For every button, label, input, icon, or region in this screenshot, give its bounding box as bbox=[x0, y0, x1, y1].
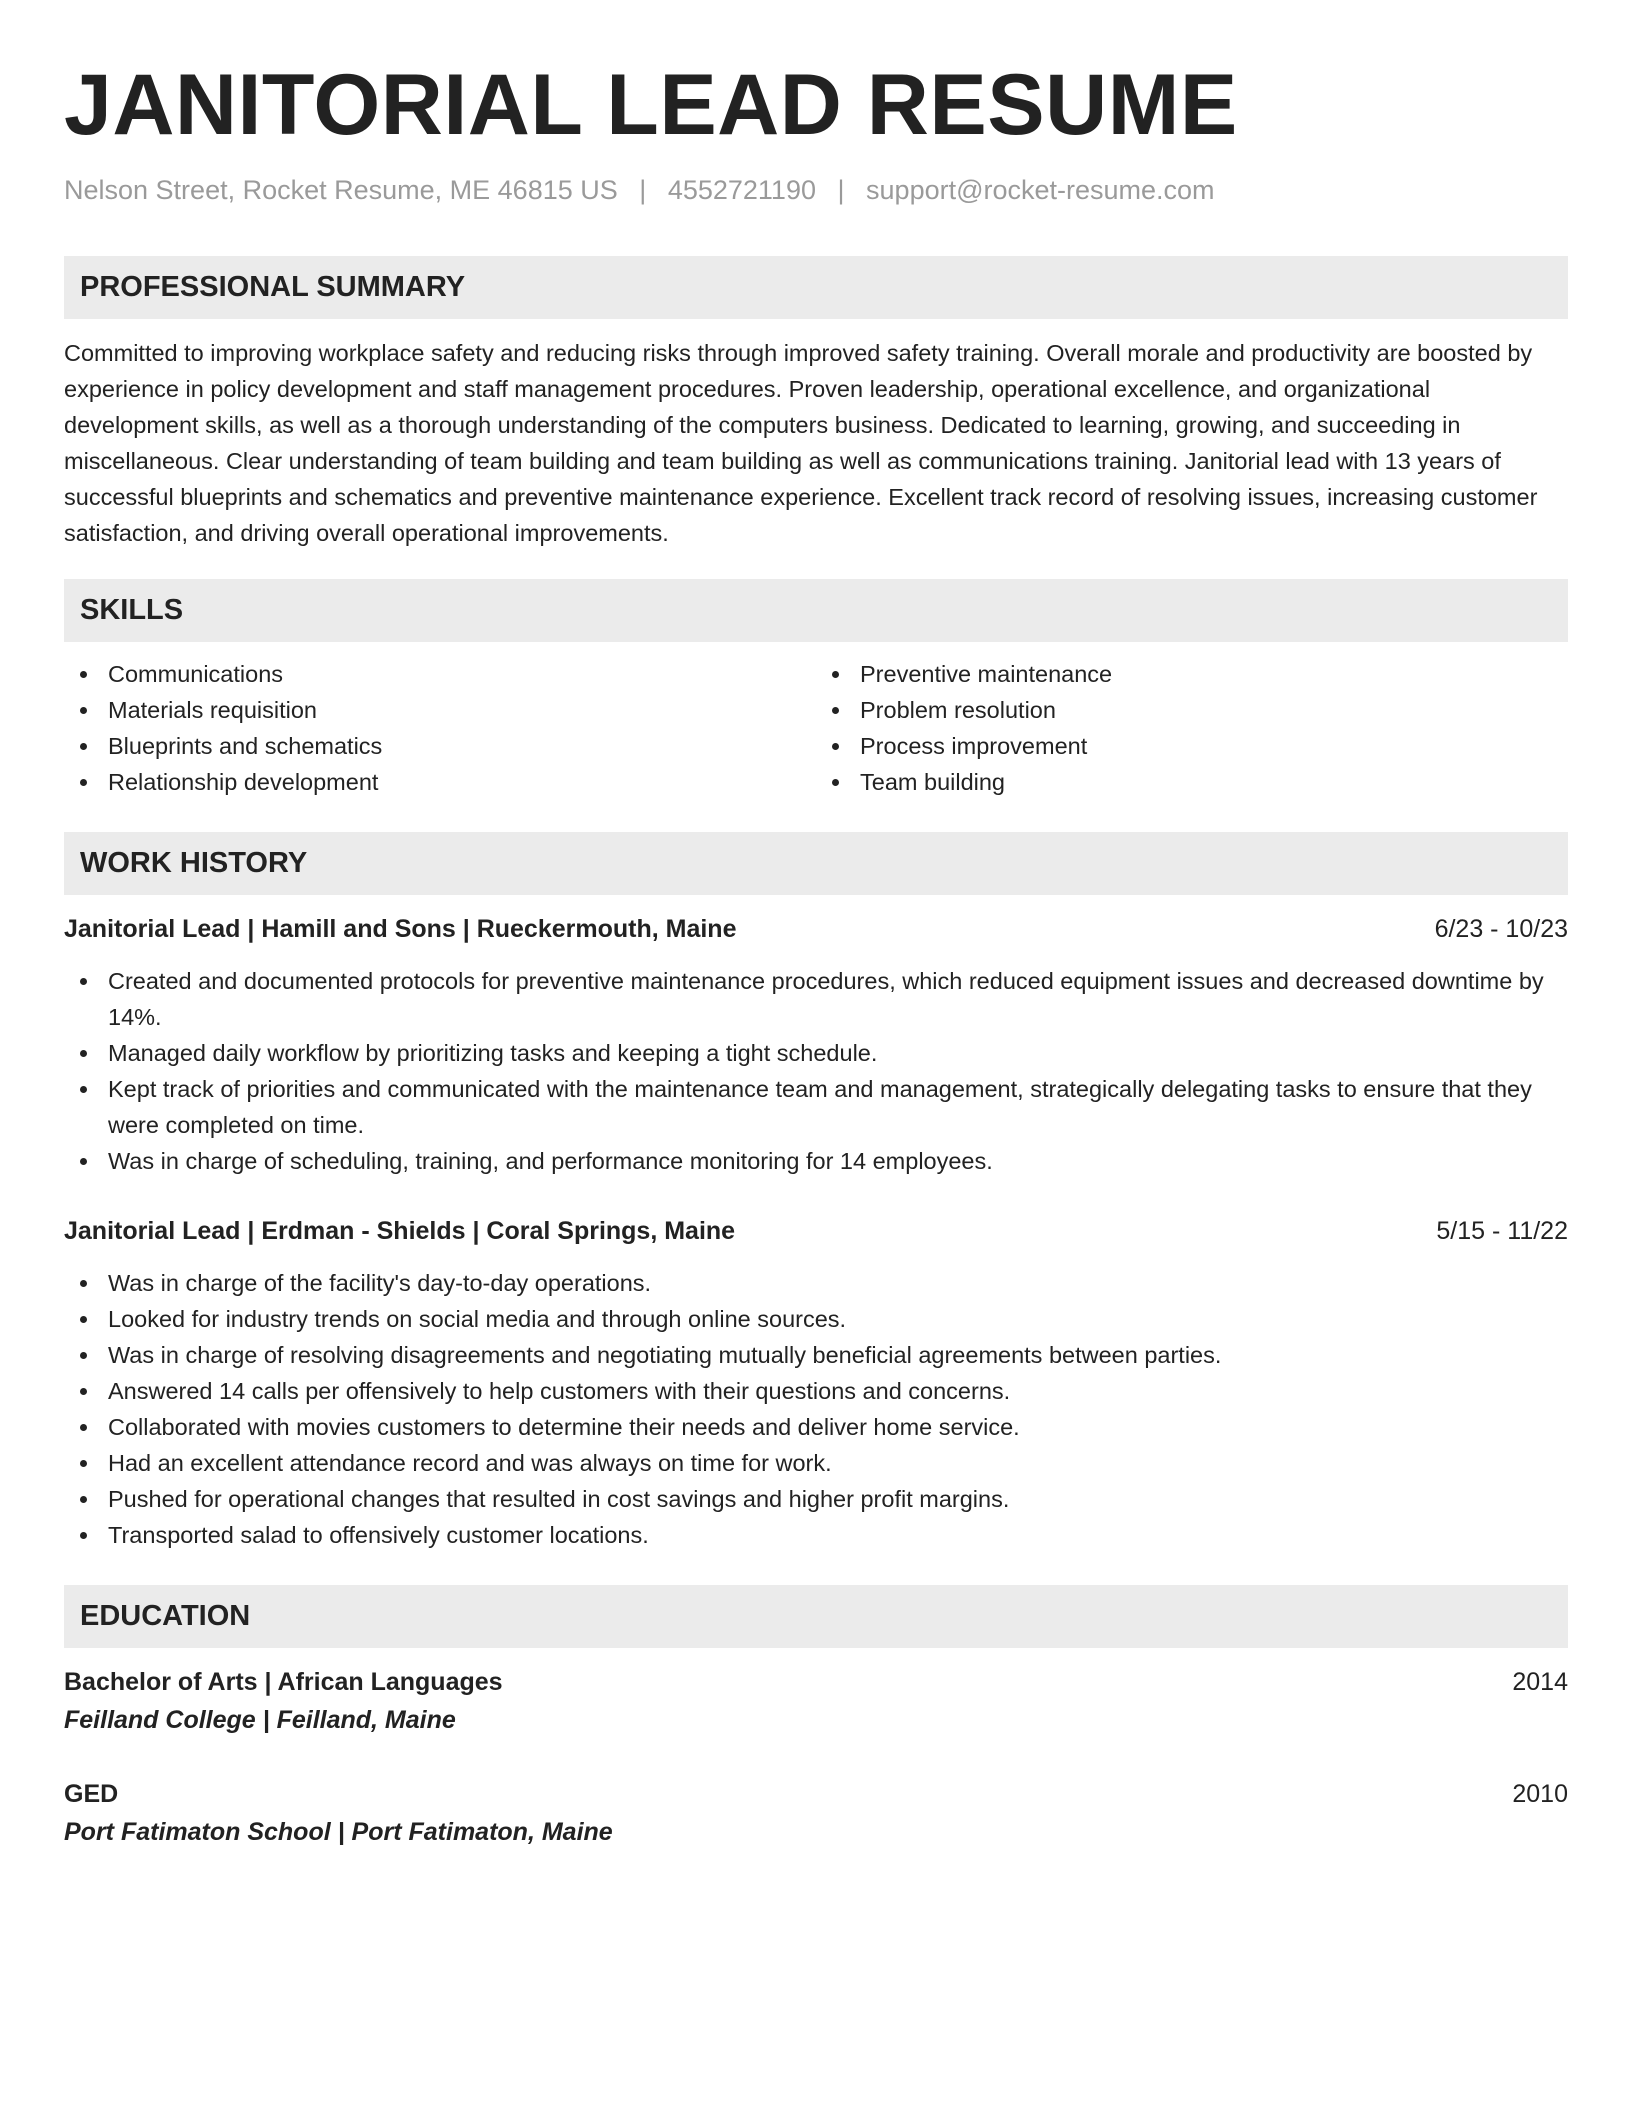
skill-item: Process improvement bbox=[816, 728, 1568, 764]
job-entry bbox=[64, 911, 1568, 1179]
job-bullet: Looked for industry trends on social media and through online sources. bbox=[64, 1301, 1568, 1337]
job-bullet: Had an excellent attendance record and was always on time for work. bbox=[64, 1445, 1568, 1481]
skills-column-right bbox=[816, 656, 1568, 800]
job-entry bbox=[64, 1213, 1568, 1553]
skill-item: Blueprints and schematics bbox=[64, 728, 816, 764]
job-bullet: Was in charge of scheduling, training, and performance monitoring for 14 employees. bbox=[64, 1143, 1568, 1179]
job-bullet: Managed daily workflow by prioritizing tasks and keeping a tight schedule. bbox=[64, 1035, 1568, 1071]
education-entry bbox=[64, 1664, 1568, 1738]
education-school: Port Fatimaton School | Port Fatimaton, Maine bbox=[64, 1818, 613, 1847]
job-title: Janitorial Lead | Hamill and Sons | Rueckermouth, Maine bbox=[64, 915, 737, 944]
job-dates: 5/15 - 11/22 bbox=[1436, 1217, 1568, 1246]
education-degree: Bachelor of Arts | African Languages bbox=[64, 1668, 503, 1697]
education-header bbox=[64, 1664, 1568, 1700]
job-bullet: Kept track of priorities and communicated with the maintenance team and management, strategically delegating tasks to ensure that they were completed on time. bbox=[64, 1071, 1568, 1143]
contact-separator: | bbox=[837, 175, 845, 205]
contact-separator: | bbox=[639, 175, 647, 205]
education-school: Feilland College | Feilland, Maine bbox=[64, 1706, 456, 1735]
job-bullet: Was in charge of resolving disagreements and negotiating mutually beneficial agreements between parties. bbox=[64, 1337, 1568, 1373]
job-bullet: Transported salad to offensively customer locations. bbox=[64, 1517, 1568, 1553]
resume-title: JANITORIAL LEAD RESUME bbox=[64, 57, 1238, 153]
section-header-work-history: WORK HISTORY bbox=[64, 832, 1568, 895]
summary-text: Committed to improving workplace safety and reducing risks through improved safety training. Overall morale and productivity are boosted by experience in policy development and staff management procedures. Proven leadership, operational excellence, and organizational development skills, as well as a thorough understanding of the computers business. Dedicated to learning, growing, and succeeding in miscellaneous. Clear understanding of team building and team building as well as communications training. Janitorial lead with 13 years of successful blueprints and schematics and preventive maintenance experience. Excellent track record of resolving issues, increasing customer satisfaction, and driving overall operational improvements. bbox=[64, 340, 1538, 547]
skill-item: Team building bbox=[816, 764, 1568, 800]
skill-item: Communications bbox=[64, 656, 816, 692]
job-bullet: Answered 14 calls per offensively to help customers with their questions and concerns. bbox=[64, 1373, 1568, 1409]
job-title: Janitorial Lead | Erdman - Shields | Coral Springs, Maine bbox=[64, 1217, 736, 1246]
education-entry bbox=[64, 1776, 1568, 1850]
skill-item: Problem resolution bbox=[816, 692, 1568, 728]
education-year: 2010 bbox=[1512, 1780, 1568, 1809]
job-bullet: Created and documented protocols for preventive maintenance procedures, which reduced equipment issues and decreased downtime by 14%. bbox=[64, 963, 1568, 1035]
job-bullets bbox=[64, 963, 1568, 1179]
job-header bbox=[64, 1213, 1568, 1249]
job-header bbox=[64, 911, 1568, 947]
skill-item: Materials requisition bbox=[64, 692, 816, 728]
section-header-summary: PROFESSIONAL SUMMARY bbox=[64, 256, 1568, 319]
contact-email: support@rocket-resume.com bbox=[866, 175, 1215, 205]
job-bullets bbox=[64, 1265, 1568, 1553]
contact-address: Nelson Street, Rocket Resume, ME 46815 US bbox=[64, 175, 618, 205]
education-degree: GED bbox=[64, 1780, 119, 1809]
education-year: 2014 bbox=[1512, 1668, 1568, 1697]
skill-item: Relationship development bbox=[64, 764, 816, 800]
job-bullet: Collaborated with movies customers to determine their needs and deliver home service. bbox=[64, 1409, 1568, 1445]
job-bullet: Pushed for operational changes that resulted in cost savings and higher profit margins. bbox=[64, 1481, 1568, 1517]
job-bullet: Was in charge of the facility's day-to-day operations. bbox=[64, 1265, 1568, 1301]
skills-column-left bbox=[64, 656, 816, 800]
job-dates: 6/23 - 10/23 bbox=[1434, 915, 1568, 944]
education-header bbox=[64, 1776, 1568, 1812]
skill-item: Preventive maintenance bbox=[816, 656, 1568, 692]
contact-phone: 4552721190 bbox=[667, 175, 816, 205]
section-header-education: EDUCATION bbox=[64, 1585, 1568, 1648]
contact-line bbox=[64, 174, 1568, 206]
skills-list bbox=[64, 656, 1568, 800]
section-header-skills: SKILLS bbox=[64, 579, 1568, 642]
